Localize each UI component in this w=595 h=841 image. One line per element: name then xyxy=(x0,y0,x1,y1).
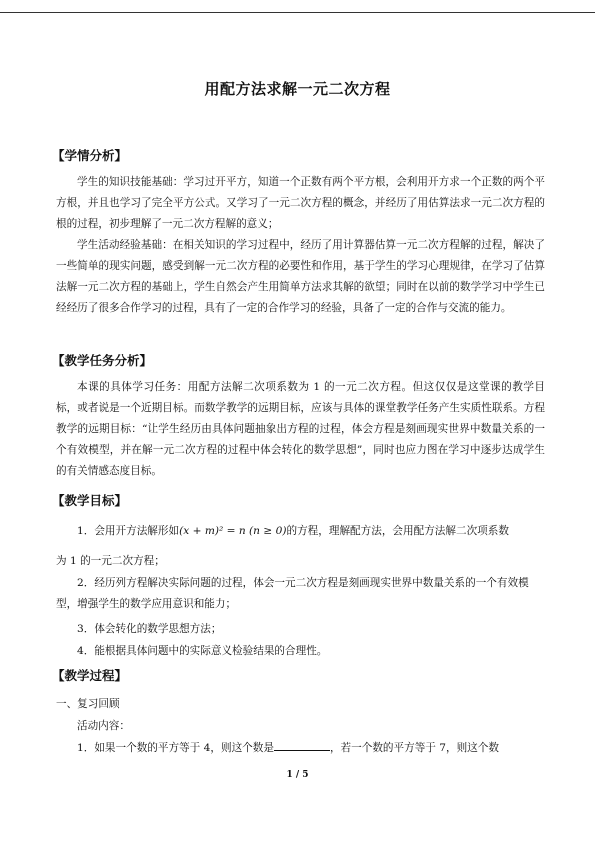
objective-1-text-after: 的方程，理解配方法，会用配方法解二次项系数 xyxy=(286,525,509,537)
objective-4: 4．能根据具体问题中的实际意义检验结果的合理性。 xyxy=(77,645,328,657)
objective-3: 3．体会转化的数学思想方法； xyxy=(77,623,222,635)
answer-blank xyxy=(274,740,330,751)
section-heading-student-analysis: 【学情分析】 xyxy=(52,148,128,163)
objective-1-formula: (x + m)² = n (n ≥ 0) xyxy=(179,525,287,537)
section-heading-task-analysis: 【教学任务分析】 xyxy=(52,353,153,368)
paragraph-experience-basis: 学生活动经验基础：在相关知识的学习过程中，经历了用计算器估算一元二次方程解的过程，解决了一些简单的现实问题，感受到解一元二次方程的必要性和作用，基于学生的学习心理规律，在学习了估算法解一元二次方程的基础上，学生自然会产生用简单方法求其解的欲望；同时在以前的数学学习中学生已经经历了很多合作学习的过程，具有了一定的合作学习的经验，具备了一定的合作与交流的能力。 xyxy=(56,239,545,314)
review-question-1-text-after: ，若一个数的平方等于 7，则这个数 xyxy=(329,742,499,754)
section-heading-objectives: 【教学目标】 xyxy=(52,493,128,508)
activity-content-label: 活动内容： xyxy=(77,720,130,732)
review-question-1 xyxy=(77,738,547,759)
page-number: 1 / 5 xyxy=(286,770,309,780)
objective-2: 2．经历列方程解决实际问题的过程，体会一元二次方程是刻画现实世界中数量关系的一个有效模型，增强学生的数学应用意识和能力； xyxy=(56,577,529,610)
page-title: 用配方法求解一元二次方程 xyxy=(204,80,391,98)
paragraph-knowledge-basis: 学生的知识技能基础：学习过开平方，知道一个正数有两个平方根，会利用开方求一个正数的两个平方根，并且也学习了完全平方公式。又学习了一元二次方程的概念，并经历了用估算法求一元二次方程的根的过程，初步理解了一元二次方程解的意义； xyxy=(56,176,545,230)
objective-1-continued: 为 1 的一元二次方程； xyxy=(56,555,165,567)
objective-1 xyxy=(56,521,545,542)
header-rule xyxy=(0,12,595,13)
section-heading-process: 【教学过程】 xyxy=(52,668,128,683)
objective-1-text-before: 1．会用开方法解形如 xyxy=(77,525,180,537)
review-question-1-text-before: 1．如果一个数的平方等于 4，则这个数是 xyxy=(77,742,274,754)
paragraph-task-analysis: 本课的具体学习任务：用配方法解二次项系数为 1 的一元二次方程。但这仅仅是这堂课的教学目标，或者说是一个近期目标。而数学教学的远期目标，应该与具体的课堂教学任务产生实质性联系。方程教学的远期目标：“让学生经历由具体问题抽象出方程的过程，体会方程是刻画现实世界中数量关系的一个有效模型，并在解一元二次方程的过程中体会转化的数学思想”，同时也应力图在学习中逐步达成学生的有关情感态度目标。 xyxy=(56,381,545,477)
process-step-review: 一、复习回顾 xyxy=(56,698,120,710)
